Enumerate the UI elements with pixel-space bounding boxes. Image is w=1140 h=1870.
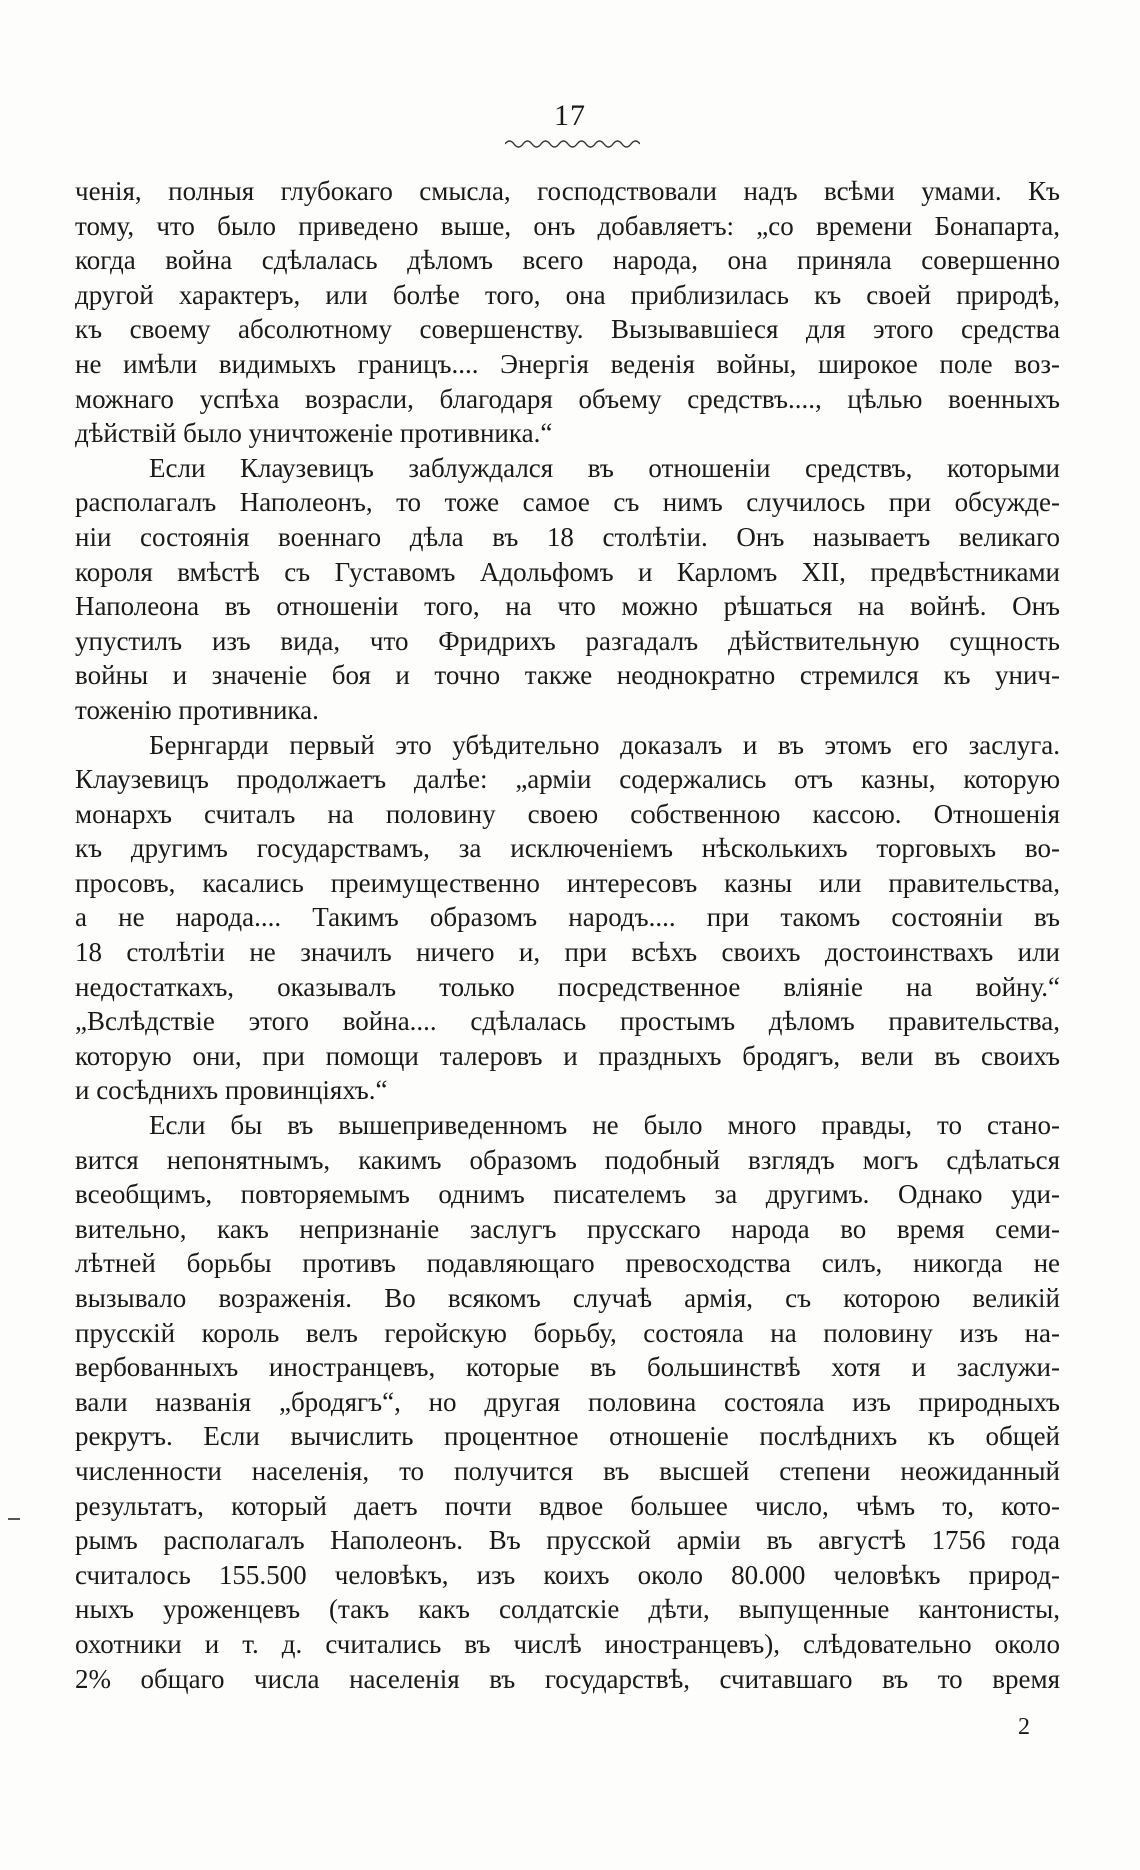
text-line: ченія, полныя глубокаго смысла, господствовали надъ всѣми умами. Къ bbox=[75, 176, 1060, 206]
text-line: вительно, какъ непризнаніе заслугъ прусскаго народа во время семи- bbox=[75, 1213, 1060, 1244]
text-line: вали названія „бродягъ“, но другая половина состояла изъ природныхъ bbox=[75, 1386, 1060, 1417]
text-line: монархъ считалъ на половину своею собственною кассою. Отношенія bbox=[75, 798, 1060, 829]
text-line: всеобщимъ, повторяемымъ однимъ писателемъ за другимъ. Однако уди- bbox=[75, 1179, 1060, 1210]
text-line: Наполеона въ отношеніи того, на что можно рѣшаться на войнѣ. Онъ bbox=[75, 591, 1060, 622]
text-line: охотники и т. д. считались въ числѣ иностранцевъ), слѣдовательно около bbox=[75, 1628, 1060, 1659]
text-line: упустилъ изъ вида, что Фридрихъ разгадалъ дѣйствительную сущность bbox=[75, 625, 1060, 656]
text-line: короля вмѣстѣ съ Густавомъ Адольфомъ и Карломъ XII, предвѣстниками bbox=[75, 556, 1060, 587]
text-line: результатъ, который даетъ почти вдвое большее число, чѣмъ то, кото- bbox=[75, 1490, 1060, 1521]
text-line: просовъ, касались преимущественно интересовъ казны или правительства, bbox=[75, 867, 1060, 898]
text-line: къ другимъ государствамъ, за исключеніемъ нѣсколькихъ торговыхъ во- bbox=[75, 833, 1060, 864]
text-line: тому, что было приведено выше, онъ добавляетъ: „со времени Бонапарта, bbox=[75, 210, 1060, 241]
text-line: а не народа.... Такимъ образомъ народъ.... при такомъ состояніи въ bbox=[75, 902, 1060, 933]
text-line: и сосѣднихъ провинціяхъ.“ bbox=[75, 1075, 388, 1106]
text-line: вызывало возраженія. Во всякомъ случаѣ армія, съ которою великій bbox=[75, 1283, 1060, 1313]
page-number: 17 bbox=[554, 99, 586, 132]
text-line: ныхъ уроженцевъ (такъ какъ солдатскіе дѣти, выпущенные кантонисты, bbox=[75, 1594, 1060, 1625]
text-line: войны и значеніе боя и точно также неоднократно стремился къ унич- bbox=[75, 660, 1060, 691]
text-line: Если бы въ вышеприведенномъ не было много правды, то стано- bbox=[149, 1110, 1060, 1141]
text-line: Бернгарди первый это убѣдительно доказалъ и въ этомъ его заслуга. bbox=[149, 729, 1060, 760]
body-text bbox=[75, 174, 1060, 1696]
text-line: располагалъ Наполеонъ, то тоже самое съ нимъ случилось при обсужде- bbox=[75, 487, 1060, 518]
text-line: „Вслѣдствіе этого война.... сдѣлалась простымъ дѣломъ правительства, bbox=[75, 1006, 1060, 1037]
text-line: лѣтней борьбы противъ подавляющаго превосходства силъ, никогда не bbox=[75, 1248, 1060, 1279]
text-line: Если Клаузевицъ заблуждался въ отношеніи средствъ, которыми bbox=[149, 452, 1060, 483]
margin-mark bbox=[8, 1518, 20, 1520]
text-line: рымъ располагалъ Наполеонъ. Въ прусской арміи въ августѣ 1756 года bbox=[75, 1525, 1060, 1556]
text-line: которую они, при помощи талеровъ и праздныхъ бродягъ, вели въ своихъ bbox=[75, 1040, 1060, 1071]
decorative-wavy-rule bbox=[505, 138, 640, 150]
text-line: рекрутъ. Если вычислить процентное отношеніе послѣднихъ къ общей bbox=[75, 1421, 1060, 1452]
text-line: недостаткахъ, оказывалъ только посредственное вліяніе на войну.“ bbox=[75, 971, 1060, 1002]
printer-signature-number: 2 bbox=[1018, 1714, 1030, 1740]
text-line: прусскій король велъ геройскую борьбу, состояла на половину изъ на- bbox=[75, 1317, 1060, 1348]
text-line: не имѣли видимыхъ границъ.... Энергія веденія войны, широкое поле воз- bbox=[75, 348, 1060, 379]
text-line: другой характеръ, или болѣе того, она приблизилась къ своей природѣ, bbox=[75, 279, 1060, 310]
text-line: Клаузевицъ продолжаетъ далѣе: „арміи содержались отъ казны, которую bbox=[75, 764, 1060, 795]
text-line: когда война сдѣлалась дѣломъ всего народа, она приняла совершенно bbox=[75, 245, 1060, 276]
text-line: вится непонятнымъ, какимъ образомъ подобный взглядъ могъ сдѣлаться bbox=[75, 1144, 1060, 1175]
text-line: можнаго успѣха возрасли, благодаря объему средствъ...., цѣлью военныхъ bbox=[75, 383, 1060, 414]
text-line: 18 столѣтіи не значилъ ничего и, при всѣхъ своихъ достоинствахъ или bbox=[75, 937, 1060, 968]
text-line: ніи состоянія военнаго дѣла въ 18 столѣтіи. Онъ называетъ великаго bbox=[75, 521, 1060, 552]
text-line: къ своему абсолютному совершенству. Вызывавшіеся для этого средства bbox=[75, 314, 1060, 345]
text-line: считалось 155.500 человѣкъ, изъ коихъ около 80.000 человѣкъ природ- bbox=[75, 1559, 1060, 1590]
text-line: дѣйствій было уничтоженіе противника.“ bbox=[75, 418, 553, 449]
text-line: вербованныхъ иностранцевъ, которые въ большинствѣ хотя и заслужи- bbox=[75, 1352, 1060, 1383]
text-line: численности населенія, то получится въ высшей степени неожиданный bbox=[75, 1455, 1060, 1486]
text-line: 2% общаго числа населенія въ государствѣ, считавшаго въ то время bbox=[75, 1663, 1060, 1694]
text-line: тоженію противника. bbox=[75, 694, 319, 725]
